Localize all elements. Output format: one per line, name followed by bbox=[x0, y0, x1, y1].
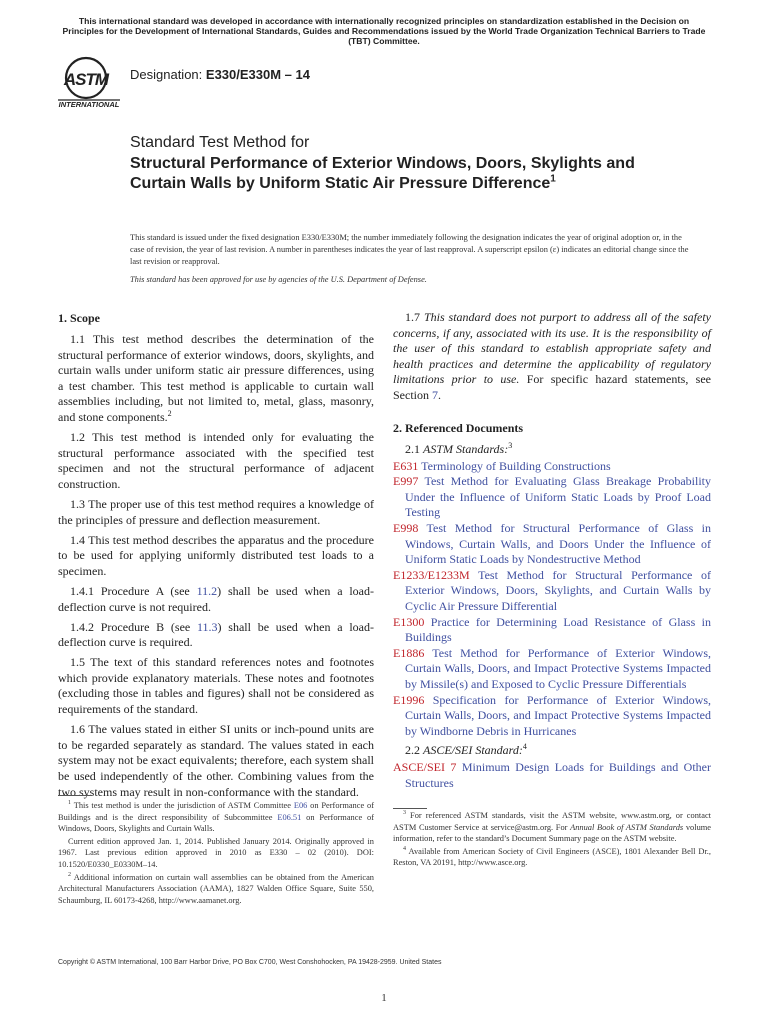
wto-notice: This international standard was developed in accordance with internationally recognized principles on standardization established in the Decision on Principles for the Development of International Standards, Guides and Recommendations issued by the World Trade Organization Technical Barriers to Trade (TBT) Committee. bbox=[62, 16, 706, 46]
copyright: Copyright © ASTM International, 100 Barr Harbor Drive, PO Box C700, West Conshohocken, PA 19428-2959. United States bbox=[58, 959, 442, 966]
reference-code-link[interactable]: E998 bbox=[393, 521, 419, 536]
footnote-1: $^1$ This test method is under the jurisdiction of ASTM Committee E06 on Performance of Buildings and is the direct responsibility of Subcommittee E06.51 on Performance of Windows, Doors, Skylights and Curtain Walls. bbox=[58, 800, 374, 834]
reference-item bbox=[393, 646, 711, 693]
designation-code: E330/E330M – 14 bbox=[205, 67, 310, 82]
link-11-3[interactable]: 11.3 bbox=[196, 619, 218, 634]
reference-code-link[interactable]: E1300 bbox=[393, 614, 425, 629]
reference-item bbox=[393, 693, 711, 740]
asce-reference-list bbox=[393, 760, 711, 791]
para-1-3: 1.3 The proper use of this test method requires a knowledge of the principles of pressure and deflection measurement. bbox=[58, 496, 374, 527]
reference-title-link[interactable]: Terminology of Building Constructions bbox=[421, 458, 611, 473]
link-e06-51[interactable]: E06.51 bbox=[277, 812, 302, 822]
link-section-7[interactable]: 7 bbox=[432, 387, 438, 402]
reference-title-link[interactable]: Test Method for Evaluating Glass Breakage Probability Under the Influence of Uniform Static Loads by Proof Load Testing bbox=[405, 474, 711, 520]
para-1-7: 1.7 This standard does not purport to address all of the safety concerns, if any, associated with its use. It is the responsibility of the user of this standard to establish appropriate safety and health practices and determine the applicability of regulatory limitations prior to use. For specific hazard statements, see Section 7. bbox=[393, 310, 712, 402]
svg-text:INTERNATIONAL: INTERNATIONAL bbox=[58, 100, 120, 109]
footnote-1-edition: Current edition approved Jan. 1, 2014. Published January 2014. Originally approved in 1967. Last previous edition approved in 2010 as E330 – 02 (2010). DOI: 10.1520/E0330_E0330M–14. bbox=[58, 836, 374, 869]
reference-title-link[interactable]: Test Method for Structural Performance of Glass in Windows, Curtain Walls, and Doors Under the Influence of Uniform Static Loads by Nondestructive Method bbox=[405, 521, 711, 567]
reference-title-link[interactable]: Test Method for Structural Performance of Exterior Windows, Doors, Skylights, and Curtain Walls by Cyclic Air Pressure Differential bbox=[405, 567, 711, 613]
para-1-5: 1.5 The text of this standard references notes and footnotes which provide explanatory materials. These notes and footnotes (excluding those in tables and figures) shall not be considered as requirements of the standard. bbox=[58, 655, 374, 717]
para-1-1: 1.1 This test method describes the determination of the structural performance of exterior windows, doors, skylights, and curtain walls under uniform static air pressure differences, using a test chamber. This test method is applicable to curtain wall assemblies including, but not limited to, metal, glass, masonry, and stone components.$^2$ bbox=[58, 332, 374, 424]
designation bbox=[130, 67, 310, 82]
para-1-6: 1.6 The values stated in either SI units or inch-pound units are to be regarded separately as standard. The values stated in each system may not be exact equivalents; therefore, each system shall be used independently of the other. Combining values from the two systems may result in non-conformance with the standard. bbox=[58, 722, 374, 799]
reference-title-link[interactable]: Practice for Determining Load Resistance of Glass in Buildings bbox=[405, 614, 712, 645]
reference-code-link[interactable]: E1996 bbox=[393, 692, 425, 707]
title-line-1: Standard Test Method for bbox=[130, 134, 310, 151]
reference-code-link[interactable]: E997 bbox=[393, 474, 419, 489]
svg-text:ASTM: ASTM bbox=[63, 70, 109, 89]
footnote-rule-right bbox=[393, 808, 427, 809]
section-2-heading: 2. Referenced Documents bbox=[393, 421, 524, 436]
para-1-2: 1.2 This test method is intended only for evaluating the structural performance associated with the specified test specimen and not the structural performance of adjacent construction. bbox=[58, 430, 374, 491]
designation-label: Designation: bbox=[130, 67, 203, 82]
title-line-2: Structural Performance of Exterior Windows, Doors, Skylights and Curtain Walls by Uniform Static Air Pressure Difference bbox=[130, 154, 635, 192]
reference-item bbox=[393, 615, 711, 646]
reference-item bbox=[393, 521, 711, 568]
reference-title-link[interactable]: Minimum Design Loads for Buildings and Other Structures bbox=[405, 759, 711, 790]
para-1-4: 1.4 This test method describes the apparatus and the procedure to be used for applying uniformly distributed test loads to a specimen. bbox=[58, 532, 374, 578]
footnote-3: $^3$ For referenced ASTM standards, visit the ASTM website, www.astm.org, or contact ASTM Customer Service at service@astm.org. For Annual Book of ASTM Standards volume information, refer to the standard’s Document Summary page on the ASTM website. bbox=[393, 810, 711, 844]
section-1-heading: 1. Scope bbox=[58, 311, 100, 325]
reference-title-link[interactable]: Test Method for Performance of Exterior Windows, Curtain Walls, Doors, and Impact Protective Systems Impacted by Missile(s) and Exposed to Cyclic Pressure Differentials bbox=[405, 645, 711, 691]
footnotes-left bbox=[58, 800, 374, 907]
footnote-rule-left bbox=[58, 795, 92, 796]
reference-item bbox=[393, 568, 711, 615]
link-11-2[interactable]: 11.2 bbox=[196, 583, 218, 598]
reference-code-link[interactable]: ASCE/SEI 7 bbox=[393, 759, 457, 774]
astm-standards-label: 2.1 ASTM Standards:$^3$ bbox=[405, 441, 513, 457]
right-column bbox=[393, 310, 711, 791]
reference-code-link[interactable]: E1886 bbox=[393, 645, 425, 660]
title-footnote-mark: 1 bbox=[550, 173, 556, 185]
page-number: 1 bbox=[381, 992, 387, 1004]
footnote-2: $^2$ Additional information on curtain wall assemblies can be obtained from the American Architectural Manufacturers Association (AAMA), 1827 Walden Office Square, Suite 550, Schaumburg, IL 60173-4268, http://www.aamanet.org. bbox=[58, 871, 374, 905]
astm-reference-list bbox=[393, 459, 711, 740]
reference-item bbox=[393, 474, 711, 521]
para-1-4-1: 1.4.1 Procedure A (see 11.2) shall be used when a load-deflection curve is not required. bbox=[58, 583, 374, 614]
asce-standard-label: 2.2 ASCE/SEI Standard:$^4$ bbox=[405, 742, 527, 758]
reference-code-link[interactable]: E631 bbox=[393, 458, 419, 473]
reference-item bbox=[393, 760, 711, 791]
left-column bbox=[58, 310, 374, 805]
footnotes-right bbox=[393, 810, 711, 870]
document-title bbox=[130, 133, 690, 195]
title-main bbox=[130, 154, 690, 195]
reference-item bbox=[393, 459, 711, 475]
footnote-2-mark: 2 bbox=[167, 408, 172, 418]
astm-logo bbox=[56, 54, 122, 110]
dod-approval-note: This standard has been approved for use by agencies of the U.S. Department of Defense. bbox=[130, 275, 427, 284]
reference-title-link[interactable]: Specification for Performance of Exterior Windows, Curtain Walls, Doors, and Impact Protective Systems Impacted by Windborne Debris in Hurricanes bbox=[405, 692, 711, 738]
para-1-4-2: 1.4.2 Procedure B (see 11.3) shall be used when a load-deflection curve is required. bbox=[58, 619, 374, 650]
reference-code-link[interactable]: E1233/E1233M bbox=[393, 567, 470, 582]
issue-note: This standard is issued under the fixed designation E330/E330M; the number immediately following the designation indicates the year of original adoption or, in the case of revision, the year of last revision. A number in parentheses indicates the year of last reapproval. A superscript epsilon (ε) indicates an editorial change since the last revision or reapproval. bbox=[130, 233, 689, 267]
link-e06[interactable]: E06 bbox=[293, 801, 308, 810]
footnote-4: $^4$ Available from American Society of Civil Engineers (ASCE), 1801 Alexander Bell Dr., Reston, VA 20191, http://www.asce.org. bbox=[393, 845, 711, 868]
